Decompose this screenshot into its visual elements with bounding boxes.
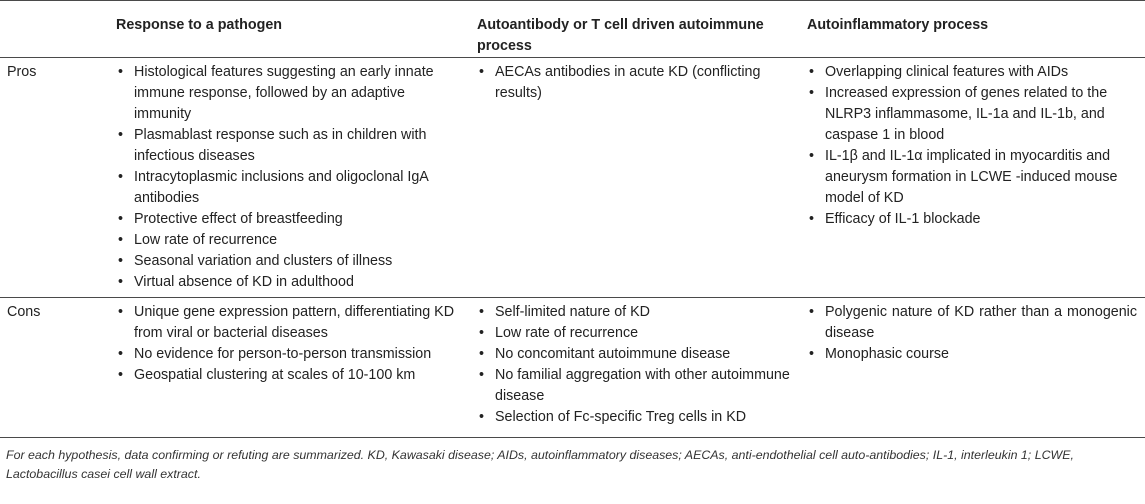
list-item: • Plasmablast response such as in children with infectious diseases — [116, 125, 461, 167]
bullet-list — [116, 302, 461, 386]
list-item: • Unique gene expression pattern, differentiating KD from viral or bacterial diseases — [116, 302, 461, 344]
table-header-row — [0, 1, 1145, 58]
list-item: • Selection of Fc-specific Treg cells in KD — [477, 407, 791, 428]
cell-pros-pathogen — [108, 58, 469, 298]
list-item: • Virtual absence of KD in adulthood — [116, 272, 461, 293]
bullet-list — [807, 62, 1137, 230]
list-item: • No familial aggregation with other autoimmune disease — [477, 365, 791, 407]
header-autoimmune-process: Autoantibody or T cell driven autoimmune process — [469, 1, 799, 58]
list-item: • Increased expression of genes related to the NLRP3 inflammasome, IL-1a and IL-1b, and caspase 1 in blood — [807, 83, 1137, 146]
list-item: • AECAs antibodies in acute KD (conflicting results) — [477, 62, 791, 104]
list-item: • Low rate of recurrence — [116, 230, 461, 251]
row-label-pros: Pros — [0, 58, 108, 298]
bullet-list — [477, 302, 791, 428]
bullet-list — [477, 62, 791, 104]
cell-cons-pathogen — [108, 298, 469, 438]
list-item: • Protective effect of breastfeeding — [116, 209, 461, 230]
list-item: • Overlapping clinical features with AIDs — [807, 62, 1137, 83]
list-item: • Efficacy of IL-1 blockade — [807, 209, 1137, 230]
list-item: • Monophasic course — [807, 344, 1137, 365]
list-item: • Intracytoplasmic inclusions and oligoclonal IgA antibodies — [116, 167, 461, 209]
list-item: • Seasonal variation and clusters of illness — [116, 251, 461, 272]
table-row-pros — [0, 58, 1145, 298]
cell-pros-autoimmune — [469, 58, 799, 298]
header-empty — [0, 1, 108, 58]
list-item: • Geospatial clustering at scales of 10-100 km — [116, 365, 461, 386]
header-pathogen-response: Response to a pathogen — [108, 1, 469, 58]
list-item: • IL-1β and IL-1α implicated in myocarditis and aneurysm formation in LCWE -induced mouse model of KD — [807, 146, 1137, 209]
bullet-list — [807, 302, 1137, 365]
cell-pros-autoinflammatory — [799, 58, 1145, 298]
cell-cons-autoimmune — [469, 298, 799, 438]
list-item: • Self-limited nature of KD — [477, 302, 791, 323]
list-item: • Low rate of recurrence — [477, 323, 791, 344]
list-item: • No concomitant autoimmune disease — [477, 344, 791, 365]
bullet-list — [116, 62, 461, 293]
row-label-cons: Cons — [0, 298, 108, 438]
header-autoinflammatory-process: Autoinflammatory process — [799, 1, 1145, 58]
list-item: • Polygenic nature of KD rather than a monogenic disease — [807, 302, 1137, 344]
list-item: • Histological features suggesting an early innate immune response, followed by an adaptive immunity — [116, 62, 461, 125]
table-row-cons — [0, 298, 1145, 438]
list-item: • No evidence for person-to-person transmission — [116, 344, 461, 365]
table-footnote: For each hypothesis, data confirming or refuting are summarized. KD, Kawasaki disease; AIDs, autoinflammatory diseases; AECAs, anti-endothelial cell auto-antibodies; IL-1, interleukin 1; LCWE, Lactobacillus casei cell wall extract. — [6, 448, 1074, 481]
cell-cons-autoinflammatory — [799, 298, 1145, 438]
